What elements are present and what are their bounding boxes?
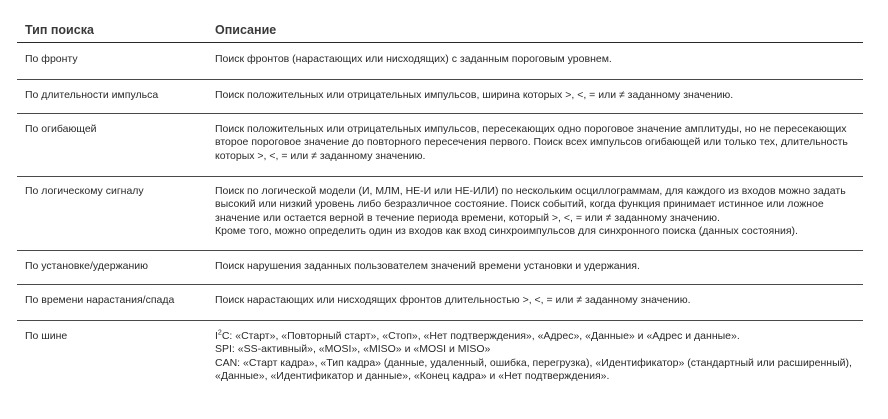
table-row xyxy=(17,284,863,320)
table-row xyxy=(17,250,863,284)
description-line: «Данные», «Идентификатор и данные», «Конец кадра» и «Нет подтверждения». xyxy=(215,370,610,383)
description-line-i2c xyxy=(215,330,855,344)
description-line: Поиск по логической модели (И, МЛМ, НЕ-И или НЕ-ИЛИ) по нескольким осциллограммам, для каждого из входов можно задать xyxy=(215,184,846,197)
row-type: По логическому сигналу xyxy=(17,176,207,250)
description-line: SPI: «SS-активный», «MOSI», «MISO» и «MOSI и MISO» xyxy=(215,343,491,356)
row-description xyxy=(207,42,863,79)
row-description xyxy=(207,113,863,176)
row-description xyxy=(207,250,863,284)
i2c-rest: C: «Старт», «Повторный старт», «Стоп», «Нет подтверждения», «Адрес», «Данные» и «Адрес и данные». xyxy=(221,329,740,342)
row-description xyxy=(207,284,863,320)
table-row xyxy=(17,79,863,113)
table-row xyxy=(17,42,863,79)
description-line: значение или остается верной в течение периода времени, который >, <, = или ≠ заданному значению. xyxy=(215,211,720,224)
description-line: Поиск фронтов (нарастающих или нисходящих) с заданным пороговым уровнем. xyxy=(215,52,612,65)
row-type: По времени нарастания/спада xyxy=(17,284,207,320)
trigger-types-table xyxy=(17,14,863,400)
row-description xyxy=(207,79,863,113)
row-type: По шине xyxy=(25,329,68,342)
description-line: второе пороговое значение до повторного пересечения первого. Поиск всех импульсов огибающей или только тех, длительность xyxy=(215,136,848,149)
table-row xyxy=(17,176,863,250)
description-line: которых >, <, = или ≠ заданному значению. xyxy=(215,149,426,162)
row-description xyxy=(207,176,863,250)
description-line: Поиск нарушения заданных пользователем значений времени установки и удержания. xyxy=(215,259,640,272)
row-type: По фронту xyxy=(17,42,207,79)
description-line: Кроме того, можно определить один из входов как вход синхроимпульсов для синхронного поиска (данных состояния). xyxy=(215,225,798,238)
description-line: Поиск положительных или отрицательных импульсов, ширина которых >, <, = или ≠ заданному значению. xyxy=(215,88,734,101)
i2c-prefix: I xyxy=(215,329,218,342)
table-row xyxy=(17,113,863,176)
description-line: высокий или низкий уровень либо безразличное состояние. Поиск событий, когда функция принимает истинное или ложное xyxy=(215,198,824,211)
description-line: Поиск нарастающих или нисходящих фронтов длительностью >, <, = или ≠ заданному значению. xyxy=(215,293,691,306)
row-type: По огибающей xyxy=(17,113,207,176)
description-line: Поиск положительных или отрицательных импульсов, пересекающих одно пороговое значение амплитуды, но не пересекающих xyxy=(215,122,847,135)
row-type: По установке/удержанию xyxy=(17,250,207,284)
table-header-row xyxy=(17,14,863,42)
description-line: CAN: «Старт кадра», «Тип кадра» (данные, удаленный, ошибка, перегрузка), «Идентификатор» (стандартный или расширенный), xyxy=(215,356,852,369)
header-type: Тип поиска xyxy=(17,14,207,42)
row-description xyxy=(207,320,863,400)
table-row xyxy=(17,320,863,400)
row-type: По длительности импульса xyxy=(17,79,207,113)
header-description: Описание xyxy=(207,14,863,42)
i2c-superscript: 2 xyxy=(217,329,222,336)
